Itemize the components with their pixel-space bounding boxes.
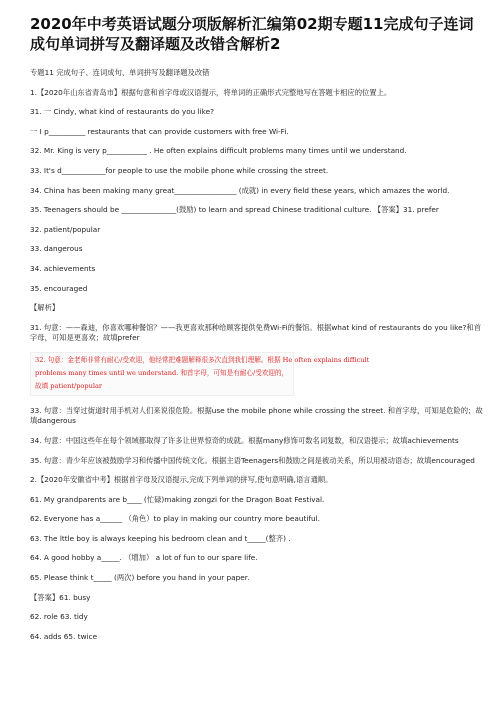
question-33: 33. It's d____________for people to use the mobile phone while crossing the street. (30, 165, 329, 175)
question-32: 32. Mr. King is very p___________ . He often explains difficult problems many times until we understand. (30, 146, 407, 156)
analysis-32-line-3: 故填 patient/popular (35, 382, 103, 391)
answer-34: 34. achievements (30, 263, 96, 273)
answer-35: 35. encouraged (30, 283, 88, 293)
question-34: 34. China has been making many great_________________ (成就) in every field these years, which amazes the world. (30, 185, 450, 195)
analysis-heading: 【解析】 (30, 303, 60, 313)
analysis-34: 34. 句意：中国这些年在每个领域都取得了许多让世界惊奇的成就。根据many修饰可数名词复数，和汉语提示；故填achievements (30, 435, 459, 445)
answer-64-65: 64. adds 65. twice (30, 631, 98, 641)
answer-32: 32. patient/popular (30, 224, 101, 234)
answer-62-63: 62. role 63. tidy (30, 612, 88, 622)
question-31b: 一 I p__________ restaurants that can provide customers with free Wi-Fi. (30, 126, 289, 136)
analysis-33: 33. 句意：当穿过街道时用手机对人们来说很危险。根据use the mobile phone while crossing the street. 和首字母，可知是危险的；故填dangerous (30, 406, 483, 426)
section-1-heading: 1.【2020年山东省青岛市】根据句意和首字母或汉语提示，将单词的正确形式完整地写在答题卡相应的位置上。 (30, 87, 392, 97)
question-63: 63. The lttle boy is always keeping his bedroom clean and t_____(整齐) . (30, 533, 291, 543)
analysis-31: 31. 句意：——森迪，你喜欢哪种餐馆？——我更喜欢那种给顾客提供免费Wi-Fi的餐馆。根据what kind of restaurants do you like?和首字母，可知是更喜欢；故填prefer (30, 322, 482, 342)
answer-61: 【答案】61. busy (30, 592, 91, 602)
document-title: 2020年中考英语试题分项版解析汇编第02期专题11完成句子连词成句单词拼写及翻译题及改错含解析2 (30, 15, 474, 53)
question-65: 65. Please think t_____ (两次) before you hand in your paper. (30, 573, 250, 583)
analysis-35: 35. 句意：青少年应该被鼓励学习和传播中国传统文化。根据主语Teenagers和鼓励之间是被动关系，所以用被动语态；故填encouraged (30, 455, 475, 465)
analysis-32-line-1: 32. 句意：金老师非常有耐心/受欢迎，他经常把难题解释很多次直到我们理解。根据 He often explains difficult (35, 356, 370, 365)
analysis-32-image (30, 352, 370, 396)
answer-33: 33. dangerous (30, 244, 83, 254)
analysis-32-line-2: problems many times until we understand. 和首字母，可知是有耐心/受欢迎的， (35, 369, 289, 378)
question-61: 61. My grandparents are b____ (忙碌)making zongzi for the Dragon Boat Festival. (30, 494, 325, 504)
question-31a: 31. 一 Cindy, what kind of restaurants do you like? (30, 107, 214, 117)
section-2-heading: 2.【2020年安徽省中考】根据首字母及汉语提示,完成下列单词的拼写,使句意明确,语言通顺。 (30, 475, 333, 485)
question-35-answer-31: 35. Teenagers should be _______________(鼓励) to learn and spread Chinese traditional culture. 【答案】31. prefer (30, 205, 439, 215)
question-62: 62. Everyone has a______ （角色）to play in making our country more beautiful. (30, 514, 320, 524)
subtitle-line: 专题11 完成句子、连词成句、单词拼写及翻译题及改错 (30, 68, 210, 77)
question-64: 64. A good hobby a_____. （增加） a lot of fun to our spare life. (30, 553, 258, 563)
